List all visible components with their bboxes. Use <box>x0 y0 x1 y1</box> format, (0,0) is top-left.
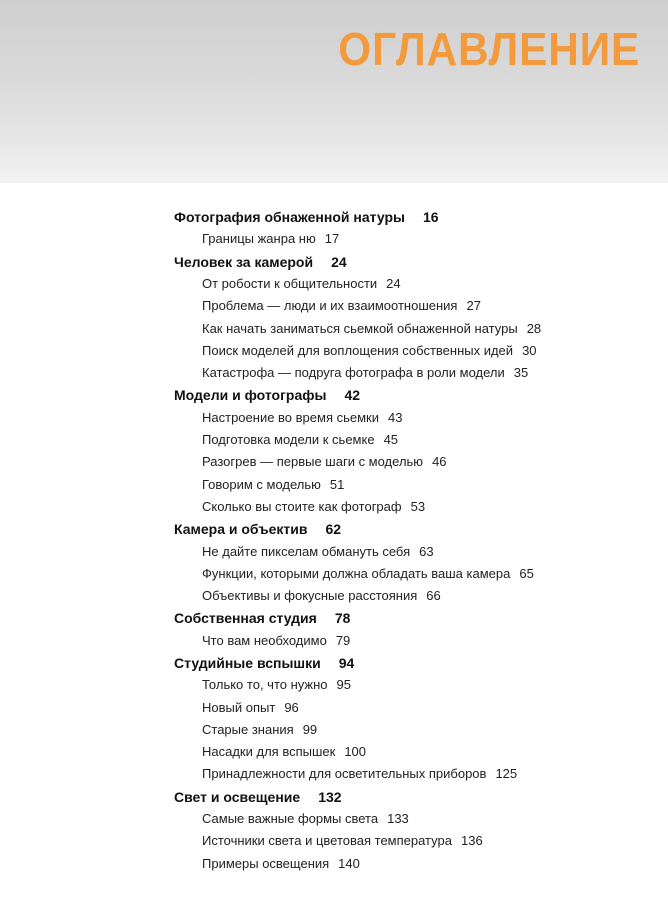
entry-page-number: 140 <box>338 856 360 871</box>
entry-title: Катастрофа — подруга фотографа в роли модели <box>202 365 505 380</box>
entry-title: Настроение во время сьемки <box>202 410 379 425</box>
chapter-page-number: 132 <box>318 789 342 805</box>
chapter-page-number: 94 <box>338 655 355 671</box>
toc-entry <box>202 431 398 449</box>
chapter-page-number: 62 <box>325 521 342 537</box>
entry-page-number: 51 <box>329 477 345 492</box>
entry-title: Как начать заниматься сьемкой обнаженной натуры <box>202 321 518 336</box>
entry-page-number: 53 <box>410 499 426 514</box>
entry-title: Что вам необходимо <box>202 633 327 648</box>
page-title: ОГЛАВЛЕНИЕ <box>338 23 640 75</box>
entry-title: От робости к общительности <box>202 276 378 291</box>
toc-entry <box>202 676 351 694</box>
chapter-page-number: 42 <box>344 387 361 403</box>
entry-title: Самые важные формы света <box>202 811 379 826</box>
chapter-title: Студийные вспышки <box>174 655 321 671</box>
chapter-page-number: 16 <box>422 209 439 225</box>
entry-page-number: 125 <box>495 766 518 781</box>
entry-title: Не дайте пикселам обмануть себя <box>202 544 411 559</box>
entry-page-number: 96 <box>284 700 299 715</box>
entry-title: Проблема — люди и их взаимоотношения <box>202 298 458 313</box>
toc-entry <box>202 543 434 561</box>
chapter-page-number: 24 <box>331 254 347 270</box>
chapter-title: Модели и фотографы <box>174 387 327 403</box>
toc-entry <box>202 587 441 605</box>
entry-title: Примеры освещения <box>202 856 330 871</box>
entry-title: Новый опыт <box>202 700 276 715</box>
chapter-title: Камера и объектив <box>174 521 308 537</box>
chapter-title: Человек за камерой <box>174 254 314 270</box>
toc-entry <box>202 721 317 739</box>
entry-page-number: 45 <box>383 432 399 447</box>
entry-page-number: 99 <box>302 722 318 737</box>
toc-entry <box>202 364 528 382</box>
entry-page-number: 66 <box>426 588 441 603</box>
entry-title: Старые знания <box>202 722 294 737</box>
entry-title: Объективы и фокусные расстояния <box>202 588 418 603</box>
entry-title: Насадки для вспышек <box>202 744 336 759</box>
entry-page-number: 17 <box>324 231 340 246</box>
toc-entry <box>202 699 299 717</box>
entry-page-number: 65 <box>519 566 534 581</box>
entry-page-number: 24 <box>386 276 401 291</box>
toc-chapter <box>174 609 350 627</box>
entry-page-number: 28 <box>526 321 542 336</box>
entry-page-number: 63 <box>419 544 434 559</box>
toc-chapter <box>174 386 360 404</box>
toc-entry <box>202 409 402 427</box>
toc-entry <box>202 832 483 850</box>
toc-entry <box>202 453 447 471</box>
toc-entry <box>202 565 534 583</box>
entry-title: Принадлежности для осветительных приборов <box>202 766 487 781</box>
entry-page-number: 95 <box>336 677 351 692</box>
entry-title: Поиск моделей для воплощения собственных идей <box>202 343 514 358</box>
toc-entry <box>202 297 481 315</box>
toc-entry <box>202 855 360 873</box>
toc-entry <box>202 342 537 360</box>
entry-title: Только то, что нужно <box>202 677 328 692</box>
toc-entry <box>202 810 409 828</box>
toc-entry <box>202 498 425 516</box>
entry-title: Сколько вы стоите как фотограф <box>202 499 402 514</box>
toc-chapter <box>174 788 342 806</box>
entry-title: Говорим с моделью <box>202 477 321 492</box>
chapter-title: Свет и освещение <box>174 789 301 805</box>
toc-entry <box>202 275 401 293</box>
chapter-title: Фотография обнаженной натуры <box>174 209 405 225</box>
entry-title: Разогрев — первые шаги с моделью <box>202 454 424 469</box>
toc-chapter <box>174 520 341 538</box>
chapter-page-number: 78 <box>334 610 351 626</box>
toc-chapter <box>174 654 354 672</box>
entry-page-number: 79 <box>335 633 351 648</box>
toc-entry <box>202 765 517 783</box>
toc-entry <box>202 743 366 761</box>
toc-entry <box>202 230 339 248</box>
entry-page-number: 35 <box>513 365 529 380</box>
chapter-title: Собственная студия <box>174 610 317 626</box>
toc-entry <box>202 320 541 338</box>
toc-entry <box>202 476 344 494</box>
entry-page-number: 100 <box>344 744 367 759</box>
entry-page-number: 30 <box>522 343 537 358</box>
entry-page-number: 133 <box>387 811 409 826</box>
entry-page-number: 136 <box>460 833 483 848</box>
entry-title: Границы жанра ню <box>202 231 316 246</box>
entry-page-number: 43 <box>388 410 403 425</box>
toc-chapter <box>174 208 439 226</box>
entry-title: Функции, которыми должна обладать ваша камера <box>202 566 511 581</box>
entry-title: Источники света и цветовая температура <box>202 833 452 848</box>
entry-title: Подготовка модели к сьемке <box>202 432 375 447</box>
entry-page-number: 27 <box>466 298 481 313</box>
toc-chapter <box>174 253 347 271</box>
toc-entry <box>202 632 350 650</box>
entry-page-number: 46 <box>432 454 447 469</box>
